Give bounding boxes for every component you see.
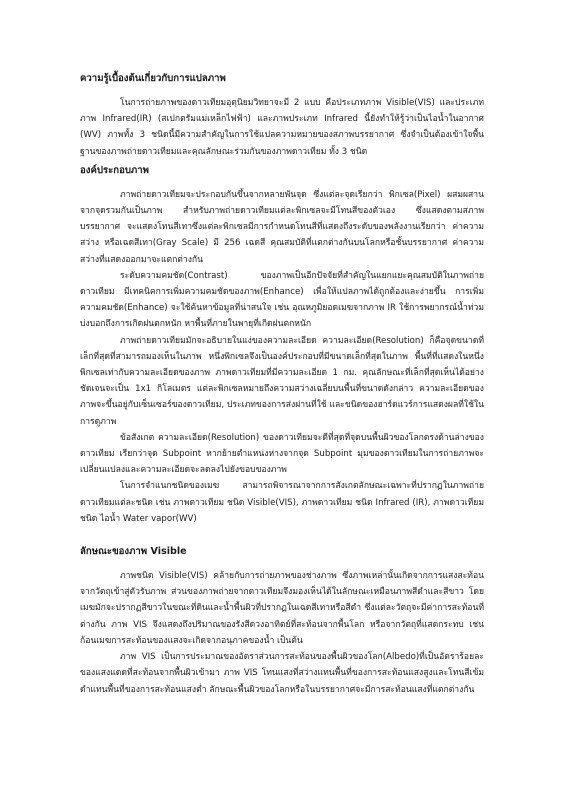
paragraph-contrast: ระดับความคมชัด(Contrast) ของภาพเป็นอีกปัจจัยที่สำคัญในแยกแยะคุณสมบัติในภาพถ่ายดาวเทียม มีเทคนิคการเพิ่มความคมชัดของภาพ(Enhance) เพื่อให้แปลภาพได้ถูกต้องและง่ายขึ้น การเพิ่มความคมชัด(Enhance) จะใช้ค้นหาข้อมูลที่น่าสนใจ เช่น อุณหภูมิยอดเมฆจากภาพ IR ใช้การพยากรณ์น้ำท่วมบ่งบอกถึงการเกิดฝนตกหนัก หาพื้นที่ภายในพายุที่เกิดฝนตกหนัก — [80, 270, 484, 330]
paragraph-albedo: ภาพ VIS เป็นการประมาณของอัตราส่วนการสะท้อนของพื้นผิวของโลก(Albedo)ที่เป็นอัตราร้อยละของแสงแดดที่สะท้อนจากพื้นผิวเข้ามา ภาพ VIS โทนแสงที่สว่างแทนพื้นที่ของการสะท้อนแสงสูงและโทนสีเข้มดำแทนพื้นที่ของการสะท้อนแสงต่ำ ลักษณะพื้นผิวของโลกหรือในบรรยากาศจะมีการสะท้อนแสงที่แตกต่างกัน — [80, 652, 484, 695]
section-heading-intro: ความรู้เบื้องต้นเกี่ยวกับการแปลภาพ — [80, 73, 226, 84]
paragraph-subpoint: ข้อสังเกต ความละเอียด(Resolution) ของดาวเทียมจะดีที่สุดที่จุดบนพื้นผิวของโลกตรงด้านล่างของดาวเทียม เรียกว่าจุด Subpoint หากย้ายตำแหน่งห่างจากจุด Subpoint มุมของดาวเทียมในการถ่ายภาพจะเปลี่ยนแปลงและความละเอียดจะลดลงไปยังขอบของภาพ — [80, 432, 484, 476]
paragraph-cloud-types: โนการจำแนกชนิดของเมฆ สามารถพิจารณาจากการสังเกตลักษณะเฉพาะที่ปรากฏในภาพถ่ายดาวเทียมแต่ละชนิด เช่น ภาพดาวเทียม ชนิด Visible(VIS), ภาพดาวเทียม ชนิด Infrared (IR), ภาพดาวเทียม ชนิด ไอน้ำ Water vapor(WV) — [80, 481, 484, 524]
paragraph-visible-description: ภาพชนิด Visible(VIS) คล้ายกับการถ่ายภาพของช่างภาพ ซึ่งภาพเหล่านั้นเกิดจากการแสงสะท้อนจากวัตถุเข้าสู่ตัวรับภาพ ส่วนของภาพถ่ายจากดาวเทียมจึงมองเห็นได้ในลักษณะเหมือนภาพสีดำและสีขาว โดยเมฆมักจะปรากฏสีขาวในขณะที่ดินและน้ำพื้นผิวที่ปรากฏในเฉดสีเทาหรือสีดำ ซึ่งแต่ละวัตถุจะมีค่าการสะท้อนที่ต่างกัน ภาพ VIS จึงแสดงถึงปริมาณของรังสีดวงอาทิตย์ที่สะท้อนจากพื้นโลก หรือจากวัตถุที่แสดกระทบ เช่น ก้อนเมฆการสะท้อนของแสงจะเกิดจากอนุภาคของน้ำ เป็นต้น — [80, 571, 484, 646]
paragraph-resolution: ภาพถ่ายดาวเทียมมักจะอธิบายในแง่ของความละเอียด ความละเอียด(Resolution) ก็คือจุดขนาดที่เล็กที่สุดที่สามารถมองเห็นในภาพ หนึ่งพิกเซลจึงเป็นองค์ประกอบที่มีขนาดเล็กที่สุดในภาพ พื้นที่ที่แสดงในหนึ่งพิกเซลเท่ากับความละเอียดของภาพ ภาพดาวเทียมที่มีความละเอียด 1 กม. คุณลักษณะที่เล็กที่สุดเห็นได้อย่างชัดเจนจะเป็น 1x1 กิโลเมตร แต่ละพิกเซลหมายถึงความสว่างเฉลี่ยบนพื้นที่ขนาดดังกล่าว ความละเอียดของภาพจะขึ้นอยู่กับเซ็นเซอร์ของดาวเทียม, ประเภทของการส่งผ่านที่ใช้ และขนิดของฮาร์ดแวร์การแสดงผลที่ใช้ในการดูภาพ — [80, 335, 484, 427]
document-body — [80, 72, 484, 698]
section-heading-visible: ลักษณะของภาพ Visible — [80, 546, 187, 558]
paragraph-pixel: ภาพถ่ายดาวเทียมจะประกอบกันขึ้นจากหลายพันจุด ซึ่งแต่ละจุดเรียกว่า พิกเซล(Pixel) ผสมผสานจากจุดรวมกันเป็นภาพ สำหรับภาพถ่ายดาวเทียมแต่ละพิกเซลจะมีโทนสีของตัวเอง ซึ่งแสดงตามสภาพบรรยากาศ จะแสดงโทนสีเทาซึ่งแต่ละพิกเซลมีการกำหนดโทนสีที่แสดงถึงระดับของพลังงานเรียกว่า ค่าความสว่าง หรือเฉดสีเทา(Gray Scale) มี 256 เฉดสี คุณสมบัติที่แตกต่างกันบนโลกหรือชั้นบรรยากาศ ค่าความสว่างที่แสดงออกมาจะแตกต่างกัน — [80, 189, 484, 265]
section-heading-components: องค์ประกอบภาพ — [80, 164, 149, 176]
paragraph-intro: โนการถ่ายภาพของดาวเทียมอุตุนิยมวิทยาจะมี 2 แบบ คือประเภทภาพ Visible(VIS) และประเภทภาพ Infrared(IR) (สเปกตรัมแม่เหล็กไฟฟ้า) และภาพประเภท Infrared นี้ยังทำให้รู้ว่าเป็นไอน้ำในอากาศ (WV) ภาพทั้ง 3 ชนิดนี้มีความสำคัญในการใช้แปลความหมายของสภาพบรรยากาศ ซึ่งจำเป็นต้องเข้าใจพื้นฐานของภาพถ่ายดาวเทียมและคุณลักษณะร่วมกันของภาพดาวเทียม ทั้ง 3 ชนิด — [80, 98, 484, 157]
